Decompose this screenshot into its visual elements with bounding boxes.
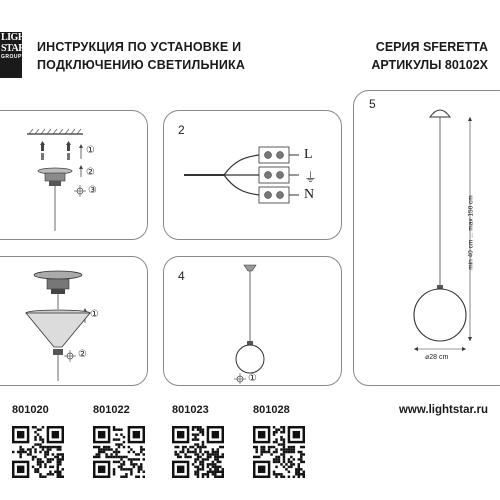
step-3-marker-1: ① bbox=[90, 309, 99, 320]
step-4-illustration bbox=[164, 257, 341, 385]
lightstar-logo: LIGHT STAR GROUP bbox=[0, 32, 22, 78]
step-4-panel bbox=[163, 256, 342, 386]
step-2-panel bbox=[163, 110, 342, 240]
step-4-marker-1: ① bbox=[248, 373, 257, 384]
article-801028: 801028 bbox=[253, 404, 290, 416]
article-801022: 801022 bbox=[93, 404, 130, 416]
ground-symbol: ⏚ bbox=[304, 170, 318, 185]
website-link[interactable]: www.lightstar.ru bbox=[398, 404, 488, 416]
step-1-marker-1: ① bbox=[86, 145, 95, 156]
step-1-marker-2: ② bbox=[86, 167, 95, 178]
step-1-marker-3: ③ bbox=[88, 185, 97, 196]
diameter-label: ⌀28 cm bbox=[425, 354, 449, 361]
qr-code-801023[interactable] bbox=[172, 426, 224, 478]
height-range-label: min 40 cm ... max 150 cm bbox=[467, 195, 475, 270]
step-5-number: 5 bbox=[369, 97, 376, 111]
step-5-dimensions-illustration bbox=[354, 91, 500, 385]
document-title: ИНСТРУКЦИЯ ПО УСТАНОВКЕ И ПОДКЛЮЧЕНИЮ СВЕТИЛЬНИКА bbox=[37, 40, 246, 72]
neutral-wire-label: N bbox=[304, 187, 315, 202]
qr-code-801022[interactable] bbox=[93, 426, 145, 478]
step-5-panel bbox=[353, 90, 500, 386]
step-4-number: 4 bbox=[178, 269, 185, 283]
qr-code-801020[interactable] bbox=[12, 426, 64, 478]
step-2-number: 2 bbox=[178, 123, 185, 137]
step-1-panel bbox=[0, 110, 148, 240]
qr-code-801028[interactable] bbox=[253, 426, 305, 478]
article-801020: 801020 bbox=[12, 404, 49, 416]
step-3-marker-2: ② bbox=[78, 349, 87, 360]
live-wire-label: L bbox=[304, 147, 313, 162]
step-3-panel bbox=[0, 256, 148, 386]
article-801023: 801023 bbox=[172, 404, 209, 416]
step-1-illustration bbox=[0, 111, 147, 239]
step-3-illustration bbox=[0, 257, 147, 385]
series-info: СЕРИЯ SFERETTA АРТИКУЛЫ 80102X bbox=[371, 40, 488, 72]
